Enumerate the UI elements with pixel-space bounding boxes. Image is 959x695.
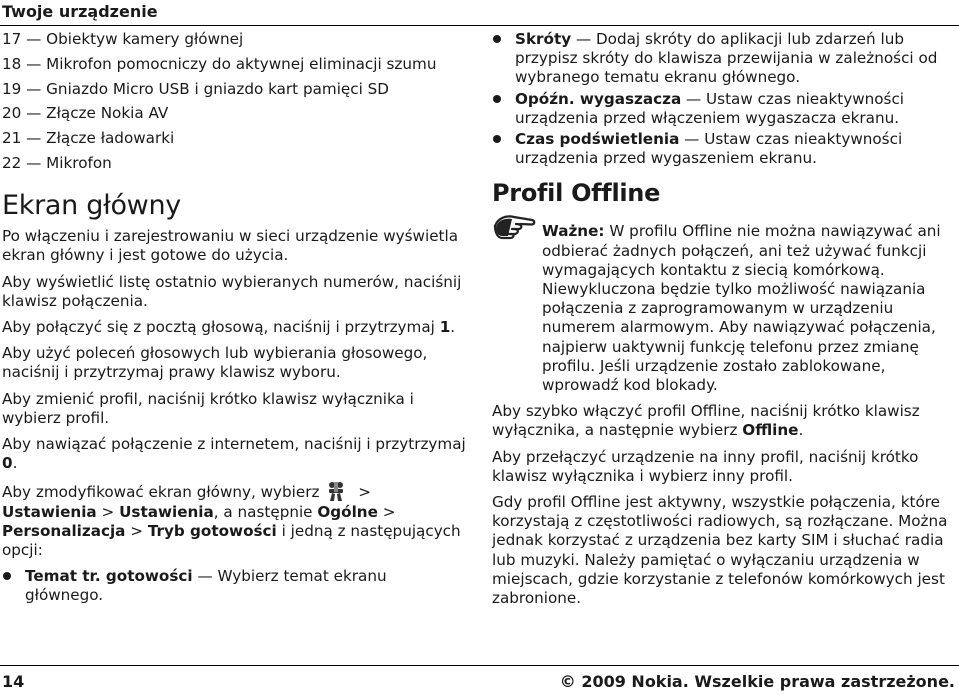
parts-list-item: 17 — Obiektyw kamery głównej: [2, 30, 244, 48]
offline-key: Offline: [742, 421, 799, 440]
left-column: [2, 30, 468, 608]
change-profile-paragraph: Aby zmienić profil, naciśnij krótko klawisz wyłącznika i wybierz profil.: [2, 389, 414, 427]
parts-list: [2, 30, 468, 173]
parts-list-item: 22 — Mikrofon: [2, 153, 112, 172]
standby-options-list-b: [492, 30, 954, 168]
warning-hand-icon: [492, 208, 538, 242]
voicemail-paragraph: Aby połączyć się z pocztą głosową, naciśnij i przytrzymaj 1.: [2, 318, 456, 336]
offline-profile-heading: Profil Offline: [492, 179, 661, 208]
parts-list-item: 19 — Gniazdo Micro USB i gniazdo kart pamięci SD: [2, 79, 389, 98]
offline-switch-paragraph: Aby przełączyć urządzenie na inny profil, naciśnij krótko klawisz wyłącznika i wybierz inny profil.: [492, 447, 919, 485]
header-divider: [0, 25, 959, 26]
option-item: Skróty — Dodaj skróty do aplikacji lub zdarzeń lub przypisz skróty do klawisza przewijania w zależności od wybranego tematu ekranu głównego.: [492, 30, 954, 88]
copyright-notice: © 2009 Nokia. Wszelkie prawa zastrzeżone.: [559, 672, 955, 691]
option-item: Czas podświetlenia — Ustaw czas nieaktywności urządzenia przed wygaszeniem ekranu.: [492, 130, 954, 168]
right-column: [492, 30, 954, 615]
parts-list-item: 21 — Złącze ładowarki: [2, 129, 175, 148]
key-0: 0: [2, 454, 13, 473]
option-item: Opóźn. wygaszacza — Ustaw czas nieaktywności urządzenia przed włączeniem wygaszacza ekranu.: [492, 90, 954, 128]
warning-label: Ważne:: [542, 222, 605, 241]
warning-paragraph: Ważne: W profilu Offline nie można nawiązywać ani odbierać żadnych połączeń, ani też używać funkcji wymagających kontaktu z siecią komórkową. Niewykluczona będzie tylko możliwość nawiązania połączenia z zaprogramowanym w urządzeniu numerem alarmowym. Aby nawiązywać połączenia, najpierw uaktywnij funkcję telefonu przez zmianę profilu. Jeśli urządzenie zostało zablokowane, wprowadź kod blokady.: [492, 222, 954, 395]
menu-icon: [323, 480, 349, 502]
page-number: 14: [2, 672, 25, 691]
footer-divider: [0, 665, 959, 666]
modify-home-paragraph: Aby zmodyfikować ekran główny, wybierz > Ustawienia > Ustawienia, a następnie Ogólne > Personalizacja > Tryb gotowości i jedną z następujących opcji:: [2, 480, 468, 560]
key-1: 1: [439, 318, 451, 336]
internet-paragraph: Aby nawiązać połączenie z internetem, naciśnij i przytrzymaj 0.: [2, 435, 466, 473]
standby-options-list-a: [2, 567, 468, 605]
recent-calls-paragraph: Aby wyświetlić listę ostatnio wybieranych numerów, naciśnij klawisz połączenia.: [2, 272, 462, 310]
parts-list-item: 18 — Mikrofon pomocniczy do aktywnej eliminacji szumu: [2, 54, 437, 73]
page-header: Twoje urządzenie: [2, 2, 158, 21]
offline-info-paragraph: Gdy profil Offline jest aktywny, wszystkie połączenia, które korzystają z częstotliwości radiowych, są rozłączane. Można jednak korzystać z urządzenia bez karty SIM i słuchać radia lub muzyki. Należy pamiętać o wyłączaniu urządzenia w miejscach, gdzie korzystanie z telefonów komórkowych jest zabronione.: [492, 493, 948, 608]
voice-commands-paragraph: Aby użyć poleceń głosowych lub wybierania głosowego, naciśnij i przytrzymaj prawy klawisz wyboru.: [2, 344, 428, 382]
option-item: Temat tr. gotowości — Wybierz temat ekranu głównego.: [2, 567, 468, 605]
home-intro-paragraph: Po włączeniu i zarejestrowaniu w sieci urządzenie wyświetla ekran główny i jest gotowe do użycia.: [2, 227, 459, 265]
offline-activate-paragraph: Aby szybko włączyć profil Offline, naciśnij krótko klawisz wyłącznika, a następnie wybierz Offline.: [492, 402, 920, 440]
parts-list-item: 20 — Złącze Nokia AV: [2, 104, 169, 123]
home-screen-heading: Ekran główny: [2, 190, 181, 222]
